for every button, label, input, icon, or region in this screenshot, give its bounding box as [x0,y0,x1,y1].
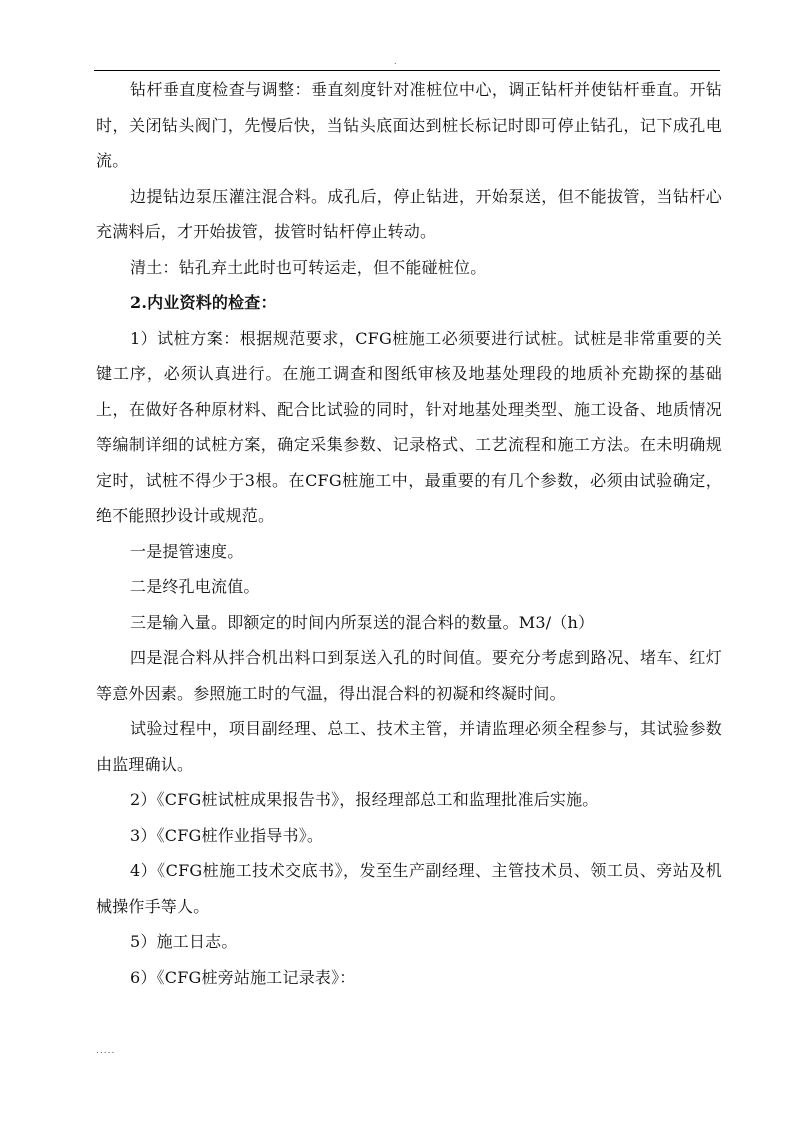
list-item-test-report: 2）《CFG桩试桩成果报告书》，报经理部总工和监理批准后实施。 [130,790,599,809]
paragraph-param-input-volume: 三是输入量。即额定的时间内所泵送的混合料的数量。M3/（h） [130,612,595,632]
paragraph-supervision: 试验过程中，项目副经理、总工、技术主管，并请监理必须全程参与，其试验参数由监理确认。 [96,719,722,774]
paragraph-soil-clearing: 清土：钻孔弃土此时也可转运走，但不能碰桩位。 [130,257,487,277]
paragraph-drill-verticality: 钻杆垂直度检查与调整：垂直刻度针对准桩位中心，调正钻杆并使钻杆垂直。开钻时，关闭钻头阀门，先慢后快，当钻头底面达到桩长标记时即可停止钻孔，记下成孔电流。 [96,80,722,170]
document-body [96,72,722,995]
header-mark: . [394,57,397,66]
section-heading-records-check: 2.内业资料的检查： [130,293,277,312]
header-rule [94,70,720,71]
paragraph-param-final-current: 二是终孔电流值。 [130,577,260,596]
list-item-work-instruction: 3）《CFG桩作业指导书》。 [130,825,324,845]
paragraph-test-pile-plan: 1）试桩方案：根据规范要求，CFG桩施工必须要进行试桩。试桩是非常重要的关键工序，必须认真进行。在施工调查和图纸审核及地基处理段的地质补充勘探的基础上，在做好各种原材料、配合比试验的同时，针对地基处理类型、施工设备、地质情况等编制详细的试桩方案，确定采集参数、记录格式、工艺流程和施工方法。在未明确规定时，试桩不得少于3根。在CFG桩施工中，最重要的有几个参数，必须由试验确定，绝不能照抄设计或规范。 [96,328,722,525]
paragraph-pump-grouting: 边提钻边泵压灌注混合料。成孔后，停止钻进，开始泵送，但不能拔管，当钻杆心充满料后，才开始拔管，拔管时钻杆停止转动。 [96,186,722,241]
footer-mark: ..... [96,1046,116,1056]
list-item-construction-log: 5）施工日志。 [130,932,238,951]
paragraph-param-lift-speed: 一是提管速度。 [130,541,244,561]
list-item-technical-briefing: 4）《CFG桩施工技术交底书》，发至生产副经理、主管技术员、领工员、旁站及机械操作手等人。 [96,861,722,916]
paragraph-param-transfer-time: 四是混合料从拌合机出料口到泵送入孔的时间值。要充分考虑到路况、堵车、红灯等意外因素。参照施工时的气温，得出混合料的初凝和终凝时间。 [96,648,722,703]
list-item-supervision-record: 6）《CFG桩旁站施工记录表》： [130,967,356,987]
